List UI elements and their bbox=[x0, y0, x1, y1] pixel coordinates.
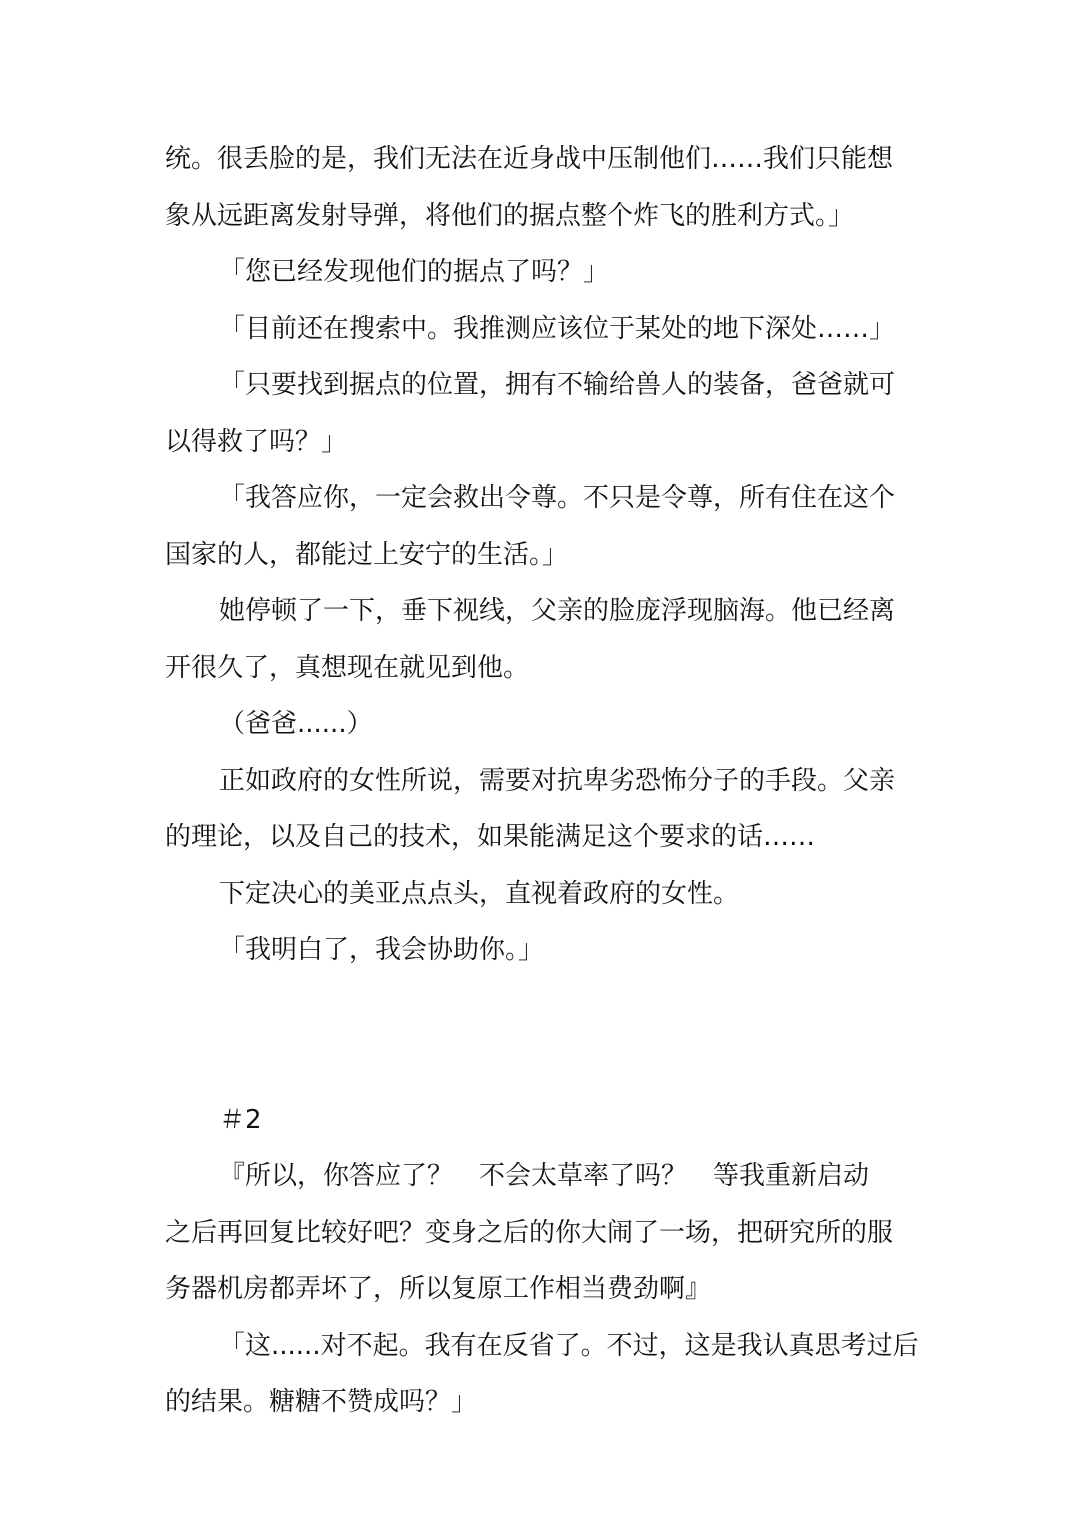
text-line: （爸爸......） bbox=[219, 709, 373, 739]
text-line: 之后再回复比较好吧？变身之后的你大闹了一场，把研究所的服 bbox=[165, 1217, 894, 1248]
text-line: 以得救了吗？」 bbox=[165, 426, 348, 457]
text-line: 的理论，以及自己的技术，如果能满足这个要求的话…… bbox=[165, 822, 816, 852]
text-line: 务器机房都弄坏了，所以复原工作相当费劲啊』 bbox=[165, 1274, 712, 1304]
document-page bbox=[165, 131, 921, 1431]
text-line: 国家的人，都能过上安宁的生活。」 bbox=[165, 539, 569, 570]
text-line: 她停顿了一下，垂下视线，父亲的脸庞浮现脑海。他已经离 bbox=[219, 596, 896, 626]
text-line: 「目前还在搜索中。我推测应该位于某处的地下深处……」 bbox=[219, 313, 896, 344]
text-line: 的结果。糖糖不赞成吗？」 bbox=[165, 1387, 478, 1417]
section-gap bbox=[165, 979, 921, 1092]
text-line: 统。很丢脸的是，我们无法在近身战中压制他们……我们只能想 bbox=[165, 144, 894, 174]
text-line: 「我明白了，我会协助你。」 bbox=[219, 935, 545, 965]
text-line: 正如政府的女性所说，需要对抗卑劣恐怖分子的手段。父亲 bbox=[219, 765, 896, 796]
text-line: 「我答应你，一定会救出令尊。不只是令尊，所有住在这个 bbox=[219, 483, 896, 513]
text-line: 开很久了，真想现在就见到他。 bbox=[165, 652, 530, 683]
section-heading: ＃2 bbox=[219, 1104, 262, 1135]
text-line: 『所以，你答应了？ 不会太草率了吗？ 等我重新启动 bbox=[219, 1161, 870, 1191]
text-line: 下定决心的美亚点点头，直视着政府的女性。 bbox=[219, 878, 740, 909]
text-line: 「只要找到据点的位置，拥有不输给兽人的装备，爸爸就可 bbox=[219, 370, 896, 400]
text-line: 「这......对不起。我有在反省了。不过，这是我认真思考过后 bbox=[219, 1330, 919, 1361]
text-line: 「您已经发现他们的据点了吗？」 bbox=[219, 257, 610, 287]
text-line: 象从远距离发射导弹，将他们的据点整个炸飞的胜利方式。」 bbox=[165, 200, 855, 231]
